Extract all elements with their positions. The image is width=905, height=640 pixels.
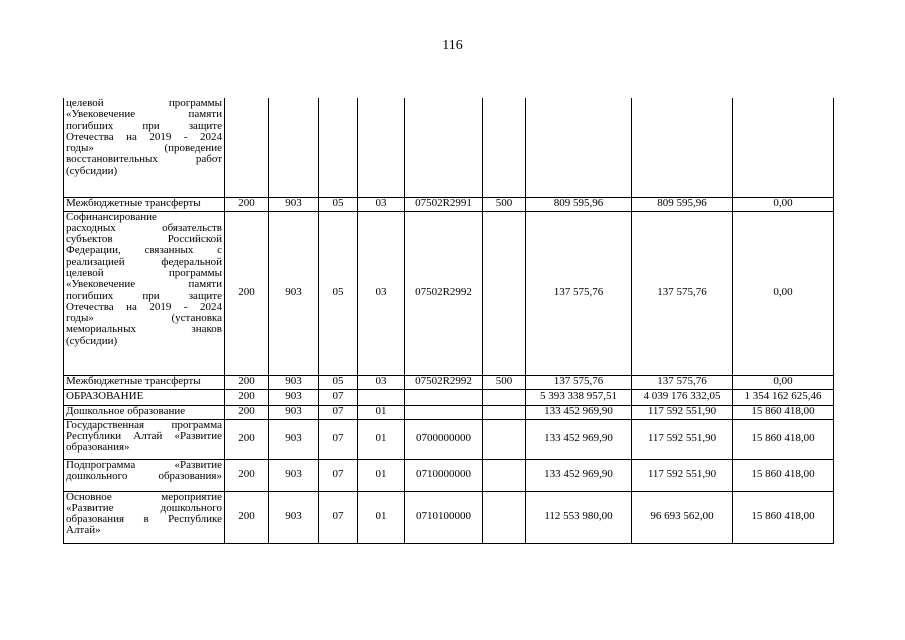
cell-csr: 0700000000 [405,419,483,459]
name-line: Межбюджетные трансферты [66,197,201,210]
cell-sum1: 137 575,76 [526,211,632,375]
cell-sum1: 5 393 338 957,51 [526,389,632,405]
budget-table-body [64,98,834,543]
cell-name [64,389,225,405]
cell-sum3: 0,00 [733,197,834,211]
cell-ved: 903 [269,491,319,543]
cell-sum3: 0,00 [733,375,834,389]
cell-csr: 07502R2992 [405,375,483,389]
cell-rz: 05 [319,375,358,389]
name-line: Государственная программа [66,418,222,431]
name-line: Федерации, связанных с [66,244,222,257]
name-line: Республики Алтай «Развитие [66,429,222,442]
cell-csr: 07502R2992 [405,211,483,375]
name-line: восстановительных работ [66,153,222,166]
name-line: Межбюджетные трансферты [66,375,201,388]
cell-sum2: 117 592 551,90 [632,459,733,491]
cell-sum2: 137 575,76 [632,211,733,375]
name-line: Отечества на 2019 - 2024 [66,130,222,143]
cell-gr: 200 [225,419,269,459]
cell-sum3: 15 860 418,00 [733,405,834,419]
cell-sum2: 117 592 551,90 [632,419,733,459]
cell-ved: 903 [269,405,319,419]
cell-pr: 03 [358,211,405,375]
name-line: субъектов Российской [66,233,222,246]
budget-table [63,98,834,544]
cell-gr: 200 [225,405,269,419]
cell-sum1: 112 553 980,00 [526,491,632,543]
cell-vr [483,459,526,491]
cell-vr [483,491,526,543]
cell-sum1: 133 452 969,90 [526,459,632,491]
name-line: годы» (проведение [66,142,222,155]
name-line: Дошкольное образование [66,405,186,418]
name-line: «Развитие дошкольного [66,501,222,514]
cell-sum1: 133 452 969,90 [526,419,632,459]
cell-csr [405,389,483,405]
cell-name [64,405,225,419]
cell-name [64,459,225,491]
cell-sum1: 133 452 969,90 [526,405,632,419]
cell-name [64,375,225,389]
table-row [64,491,834,543]
cell-vr: 500 [483,375,526,389]
page-number: 116 [442,38,463,53]
cell-ved: 903 [269,459,319,491]
table-row [64,197,834,211]
name-line: образования в Республике [66,513,222,526]
cell-csr: 07502R2991 [405,197,483,211]
cell-ved: 903 [269,211,319,375]
name-line: Отечества на 2019 - 2024 [66,300,222,313]
cell-gr: 200 [225,389,269,405]
cell-vr [483,419,526,459]
cell-rz: 07 [319,405,358,419]
name-line: погибших при защите [66,289,222,302]
cell-rz: 07 [319,419,358,459]
name-line: Основное мероприятие [66,490,222,503]
cell-ved: 903 [269,375,319,389]
cell-sum1: 137 575,76 [526,375,632,389]
cell-pr: 03 [358,375,405,389]
table-row [64,389,834,405]
name-line: Подпрограмма «Развитие [66,458,222,471]
name-line: «Увековечение памяти [66,108,222,121]
cell-sum3 [733,98,834,197]
cell-sum3: 15 860 418,00 [733,419,834,459]
cell-csr: 0710000000 [405,459,483,491]
cell-ved: 903 [269,419,319,459]
cell-sum2: 117 592 551,90 [632,405,733,419]
cell-gr: 200 [225,491,269,543]
cell-sum1 [526,98,632,197]
cell-name [64,419,225,459]
cell-sum2: 96 693 562,00 [632,491,733,543]
cell-pr [358,389,405,405]
name-line: годы» (установка [66,312,222,325]
cell-name [64,491,225,543]
cell-gr [225,98,269,197]
cell-sum3: 1 354 162 625,46 [733,389,834,405]
name-line: целевой программы [66,97,222,109]
cell-csr [405,98,483,197]
name-line: ОБРАЗОВАНИЕ [66,390,144,403]
cell-vr [483,211,526,375]
name-line: (субсидии) [66,334,118,347]
name-line: (субсидии) [66,164,118,177]
table-row [64,375,834,389]
cell-vr [483,389,526,405]
cell-rz: 05 [319,211,358,375]
table-row [64,405,834,419]
table-row [64,211,834,375]
cell-sum2: 4 039 176 332,05 [632,389,733,405]
cell-rz: 07 [319,491,358,543]
cell-rz: 07 [319,389,358,405]
cell-rz: 05 [319,197,358,211]
cell-sum3: 15 860 418,00 [733,459,834,491]
name-line: «Увековечение памяти [66,278,222,291]
cell-gr: 200 [225,211,269,375]
cell-name [64,211,225,375]
cell-sum3: 15 860 418,00 [733,491,834,543]
name-line: целевой программы [66,266,222,279]
cell-vr: 500 [483,197,526,211]
name-line: погибших при защите [66,119,222,132]
cell-rz [319,98,358,197]
cell-pr: 01 [358,459,405,491]
name-line: реализацией федеральной [66,255,222,268]
cell-pr: 03 [358,197,405,211]
cell-ved [269,98,319,197]
cell-gr: 200 [225,459,269,491]
cell-vr [483,98,526,197]
name-line: мемориальных знаков [66,323,222,336]
table-row [64,459,834,491]
cell-gr: 200 [225,197,269,211]
name-line: Софинансирование [66,210,157,223]
cell-sum2 [632,98,733,197]
cell-name [64,98,225,197]
name-line: Алтай» [66,524,101,537]
cell-pr [358,98,405,197]
cell-vr [483,405,526,419]
name-line: расходных обязательств [66,221,222,234]
cell-csr: 0710100000 [405,491,483,543]
cell-sum3: 0,00 [733,211,834,375]
cell-sum1: 809 595,96 [526,197,632,211]
cell-name [64,197,225,211]
table-row [64,98,834,197]
cell-gr: 200 [225,375,269,389]
cell-pr: 01 [358,419,405,459]
cell-sum2: 137 575,76 [632,375,733,389]
cell-pr: 01 [358,491,405,543]
name-line: дошкольного образования» [66,469,222,482]
cell-pr: 01 [358,405,405,419]
cell-sum2: 809 595,96 [632,197,733,211]
table-row [64,419,834,459]
cell-ved: 903 [269,197,319,211]
name-line: образования» [66,441,130,454]
cell-rz: 07 [319,459,358,491]
cell-ved: 903 [269,389,319,405]
cell-csr [405,405,483,419]
